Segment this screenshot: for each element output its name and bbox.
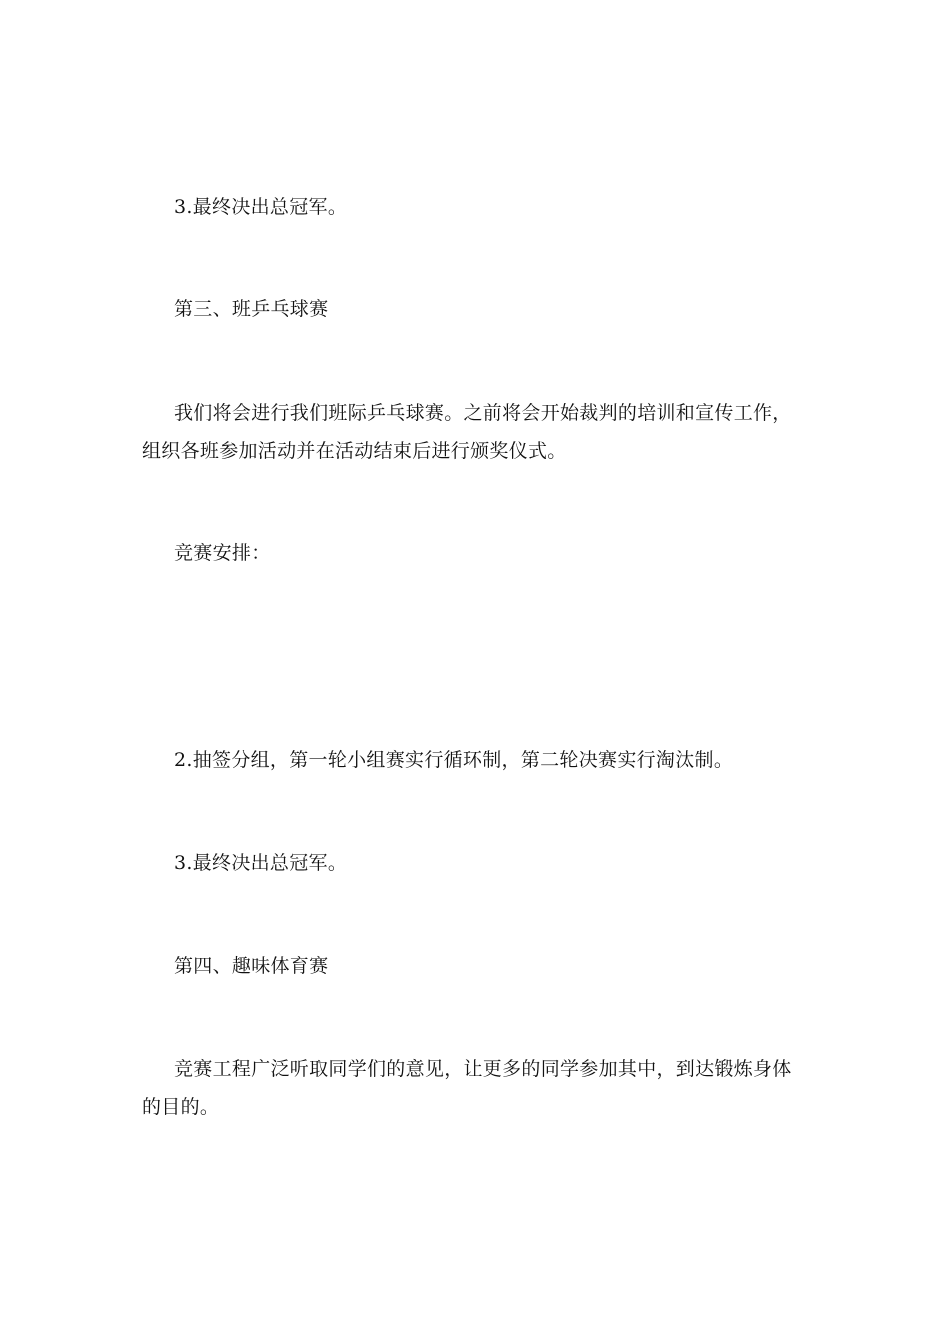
list-item-final-champion-2: 3.最终决出总冠军。 (174, 852, 348, 874)
section-heading-table-tennis: 第三、班乒乓球赛 (174, 298, 329, 320)
subheading-competition-arrangement: 竞赛安排： (174, 542, 271, 564)
section-heading-fun-sports: 第四、趣味体育赛 (174, 955, 329, 977)
paragraph-table-tennis-intro: 我们将会进行我们班际乒乓球赛。之前将会开始裁判的培训和宣传工作，组织各班参加活动并在活动结束后进行颁奖仪式。 (142, 402, 792, 462)
list-item-final-champion: 3.最终决出总冠军。 (174, 196, 348, 218)
paragraph-fun-sports-intro: 竞赛工程广泛听取同学们的意见，让更多的同学参加其中，到达锻炼身体的目的。 (142, 1058, 792, 1118)
list-item-draw-groups: 2.抽签分组，第一轮小组赛实行循环制，第二轮决赛实行淘汰制。 (174, 749, 734, 771)
